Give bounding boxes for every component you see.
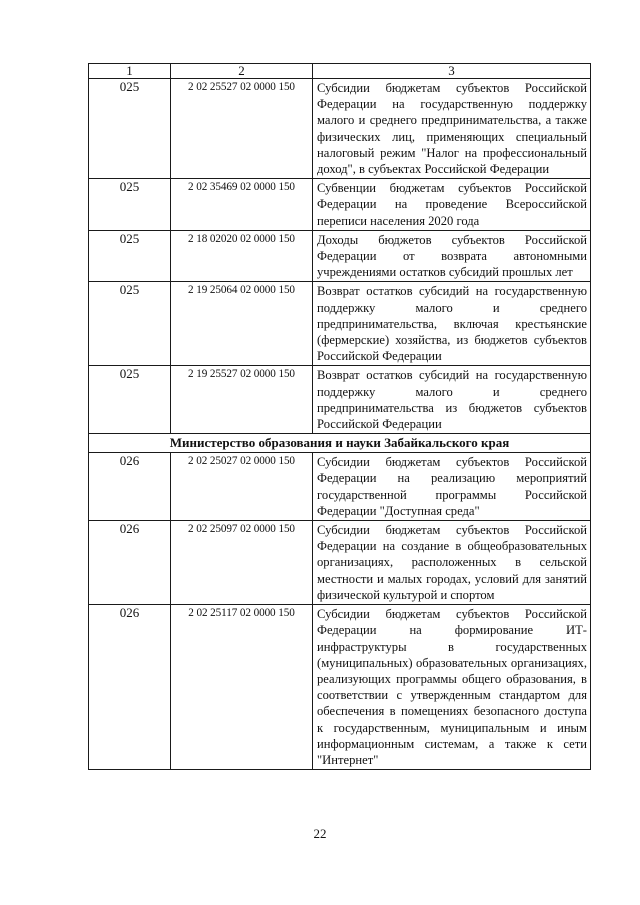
table-row [89, 230, 591, 282]
revenue-code-cell: 2 19 25064 02 0000 150 [171, 282, 313, 366]
admin-code-cell: 025 [89, 366, 171, 434]
revenue-code-cell: 2 02 25097 02 0000 150 [171, 521, 313, 605]
table-row [89, 282, 591, 366]
column-number-2: 2 [171, 64, 313, 79]
admin-code-cell: 025 [89, 179, 171, 231]
admin-code-cell: 025 [89, 282, 171, 366]
section-title: Министерство образования и науки Забайкальского края [89, 434, 591, 453]
column-number-3: 3 [313, 64, 591, 79]
revenue-name-cell: Возврат остатков субсидий на государственную поддержку малого и среднего предпринимательства, включая крестьянские (фермерские) хозяйства, из бюджетов субъектов Российской Федерации [313, 282, 591, 366]
admin-code-cell: 026 [89, 521, 171, 605]
revenue-name-cell: Субсидии бюджетам субъектов Российской Федерации на государственную поддержку малого и среднего предпринимательства, а также физических лиц, применяющих специальный налоговый режим "Налог на профессиональный доход", в субъектах Российской Федерации [313, 79, 591, 179]
revenue-name-cell: Доходы бюджетов субъектов Российской Федерации от возврата автономными учреждениями остатков субсидий прошлых лет [313, 230, 591, 282]
table-row [89, 179, 591, 231]
table-row [89, 605, 591, 770]
revenue-name-cell: Возврат остатков субсидий на государственную поддержку малого и среднего предпринимательства из бюджетов субъектов Российской Федерации [313, 366, 591, 434]
table-row [89, 79, 591, 179]
column-number-row [89, 64, 591, 79]
admin-code-cell: 026 [89, 605, 171, 770]
table-row [89, 521, 591, 605]
revenue-codes-table [88, 63, 591, 770]
revenue-code-cell: 2 02 35469 02 0000 150 [171, 179, 313, 231]
column-number-1: 1 [89, 64, 171, 79]
table-row [89, 366, 591, 434]
revenue-name-cell: Субсидии бюджетам субъектов Российской Федерации на формирование ИТ-инфраструктуры в государственных (муниципальных) образовательных организациях, реализующих программы общего образования, в соответствии с утвержденным стандартом для обеспечения в помещениях безопасного доступа к государственным, муниципальным и иным информационным системам, а также к сети "Интернет" [313, 605, 591, 770]
revenue-name-cell: Субсидии бюджетам субъектов Российской Федерации на создание в общеобразовательных организациях, расположенных в сельской местности и малых городах, условий для занятий физической культурой и спортом [313, 521, 591, 605]
table-row [89, 453, 591, 521]
revenue-code-cell: 2 02 25527 02 0000 150 [171, 79, 313, 179]
admin-code-cell: 025 [89, 230, 171, 282]
revenue-code-cell: 2 02 25027 02 0000 150 [171, 453, 313, 521]
revenue-name-cell: Субвенции бюджетам субъектов Российской Федерации на проведение Всероссийской переписи населения 2020 года [313, 179, 591, 231]
revenue-name-cell: Субсидии бюджетам субъектов Российской Федерации на реализацию мероприятий государственной программы Российской Федерации "Доступная среда" [313, 453, 591, 521]
revenue-code-cell: 2 18 02020 02 0000 150 [171, 230, 313, 282]
revenue-code-cell: 2 02 25117 02 0000 150 [171, 605, 313, 770]
revenue-code-cell: 2 19 25527 02 0000 150 [171, 366, 313, 434]
admin-code-cell: 026 [89, 453, 171, 521]
admin-code-cell: 025 [89, 79, 171, 179]
page-number: 22 [313, 826, 327, 841]
section-heading-row [89, 434, 591, 453]
